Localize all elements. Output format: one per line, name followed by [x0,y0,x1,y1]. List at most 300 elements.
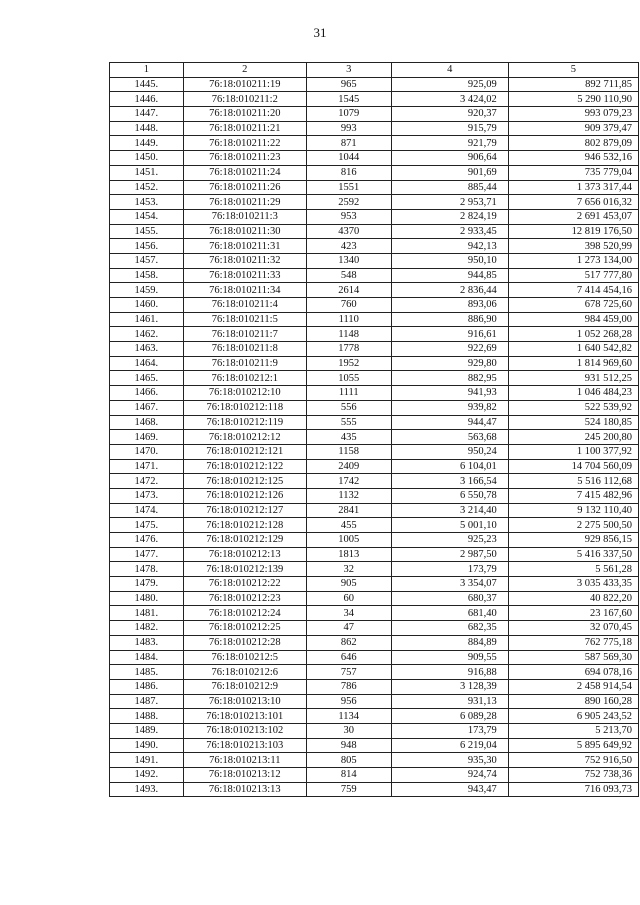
rate-cell: 6 104,01 [391,459,508,474]
rate-cell: 941,93 [391,386,508,401]
area-cell: 60 [306,591,391,606]
row-number-cell: 1481. [110,606,184,621]
rate-cell: 6 550,78 [391,488,508,503]
table-row [110,151,639,166]
value-cell: 735 779,04 [508,165,638,180]
row-number-cell: 1445. [110,77,184,92]
row-number-cell: 1473. [110,488,184,503]
value-cell: 931 512,25 [508,371,638,386]
table-row [110,591,639,606]
cadastral-number-cell: 76:18:010212:10 [183,386,306,401]
cadastral-number-cell: 76:18:010211:7 [183,327,306,342]
table-row [110,782,639,797]
value-cell: 398 520,99 [508,239,638,254]
data-table [109,62,639,797]
cadastral-number-cell: 76:18:010212:28 [183,635,306,650]
area-cell: 47 [306,621,391,636]
table-row [110,121,639,136]
row-number-cell: 1455. [110,224,184,239]
cadastral-number-cell: 76:18:010213:101 [183,709,306,724]
table-row [110,165,639,180]
value-cell: 2 275 500,50 [508,518,638,533]
value-cell: 716 093,73 [508,782,638,797]
row-number-cell: 1474. [110,503,184,518]
row-number-cell: 1464. [110,356,184,371]
value-cell: 5 516 112,68 [508,474,638,489]
area-cell: 1340 [306,253,391,268]
rate-cell: 944,85 [391,268,508,283]
cadastral-number-cell: 76:18:010212:1 [183,371,306,386]
rate-cell: 915,79 [391,121,508,136]
table-row [110,753,639,768]
rate-cell: 2 824,19 [391,209,508,224]
rate-cell: 2 953,71 [391,195,508,210]
row-number-cell: 1489. [110,723,184,738]
table-row [110,268,639,283]
value-cell: 6 905 243,52 [508,709,638,724]
row-number-cell: 1483. [110,635,184,650]
row-number-cell: 1467. [110,400,184,415]
value-cell: 678 725,60 [508,298,638,313]
area-cell: 1551 [306,180,391,195]
value-cell: 1 100 377,92 [508,444,638,459]
table-row [110,562,639,577]
area-cell: 905 [306,577,391,592]
table-row [110,503,639,518]
column-header: 1 [110,63,184,78]
cadastral-number-cell: 76:18:010212:118 [183,400,306,415]
area-cell: 757 [306,665,391,680]
cadastral-number-cell: 76:18:010211:2 [183,92,306,107]
rate-cell: 920,37 [391,107,508,122]
page-number: 31 [313,25,327,40]
cadastral-number-cell: 76:18:010212:24 [183,606,306,621]
row-number-cell: 1460. [110,298,184,313]
row-number-cell: 1468. [110,415,184,430]
rate-cell: 950,10 [391,253,508,268]
row-number-cell: 1482. [110,621,184,636]
row-number-cell: 1472. [110,474,184,489]
cadastral-number-cell: 76:18:010211:24 [183,165,306,180]
value-cell: 587 569,30 [508,650,638,665]
cadastral-number-cell: 76:18:010213:12 [183,768,306,783]
rate-cell: 2 933,45 [391,224,508,239]
table-row [110,606,639,621]
row-number-cell: 1462. [110,327,184,342]
table-row [110,195,639,210]
table-row [110,107,639,122]
area-cell: 805 [306,753,391,768]
rate-cell: 173,79 [391,562,508,577]
cadastral-number-cell: 76:18:010211:29 [183,195,306,210]
value-cell: 890 160,28 [508,694,638,709]
cadastral-number-cell: 76:18:010213:102 [183,723,306,738]
table-row [110,474,639,489]
area-cell: 556 [306,400,391,415]
row-number-cell: 1456. [110,239,184,254]
cadastral-number-cell: 76:18:010211:3 [183,209,306,224]
area-cell: 786 [306,679,391,694]
row-number-cell: 1461. [110,312,184,327]
row-number-cell: 1479. [110,577,184,592]
cadastral-number-cell: 76:18:010212:12 [183,430,306,445]
area-cell: 1158 [306,444,391,459]
rate-cell: 2 836,44 [391,283,508,298]
area-cell: 455 [306,518,391,533]
table-header-row [110,63,639,78]
area-cell: 965 [306,77,391,92]
rate-cell: 924,74 [391,768,508,783]
rate-cell: 922,69 [391,342,508,357]
cadastral-number-cell: 76:18:010212:126 [183,488,306,503]
rate-cell: 916,61 [391,327,508,342]
value-cell: 2 691 453,07 [508,209,638,224]
column-header: 5 [508,63,638,78]
area-cell: 423 [306,239,391,254]
row-number-cell: 1484. [110,650,184,665]
area-cell: 1742 [306,474,391,489]
cadastral-number-cell: 76:18:010212:121 [183,444,306,459]
table-row [110,342,639,357]
value-cell: 1 046 484,23 [508,386,638,401]
rate-cell: 925,09 [391,77,508,92]
area-cell: 30 [306,723,391,738]
table-row [110,518,639,533]
value-cell: 1 052 268,28 [508,327,638,342]
row-number-cell: 1485. [110,665,184,680]
table-row [110,694,639,709]
rate-cell: 916,88 [391,665,508,680]
table-row [110,92,639,107]
table-row [110,77,639,92]
cadastral-number-cell: 76:18:010213:13 [183,782,306,797]
rate-cell: 944,47 [391,415,508,430]
cadastral-number-cell: 76:18:010211:8 [183,342,306,357]
row-number-cell: 1477. [110,547,184,562]
cadastral-number-cell: 76:18:010212:128 [183,518,306,533]
row-number-cell: 1475. [110,518,184,533]
cadastral-number-cell: 76:18:010212:139 [183,562,306,577]
value-cell: 762 775,18 [508,635,638,650]
rate-cell: 901,69 [391,165,508,180]
cadastral-number-cell: 76:18:010211:23 [183,151,306,166]
cadastral-number-cell: 76:18:010212:122 [183,459,306,474]
area-cell: 435 [306,430,391,445]
table-row [110,136,639,151]
row-number-cell: 1458. [110,268,184,283]
area-cell: 1778 [306,342,391,357]
cadastral-number-cell: 76:18:010211:4 [183,298,306,313]
cadastral-number-cell: 76:18:010212:6 [183,665,306,680]
table-row [110,679,639,694]
rate-cell: 942,13 [391,239,508,254]
area-cell: 814 [306,768,391,783]
row-number-cell: 1450. [110,151,184,166]
value-cell: 802 879,09 [508,136,638,151]
table-row [110,400,639,415]
cadastral-number-cell: 76:18:010211:9 [183,356,306,371]
value-cell: 2 458 914,54 [508,679,638,694]
row-number-cell: 1476. [110,533,184,548]
area-cell: 1079 [306,107,391,122]
table-row [110,635,639,650]
area-cell: 1952 [306,356,391,371]
area-cell: 871 [306,136,391,151]
rate-cell: 3 214,40 [391,503,508,518]
table-row [110,371,639,386]
rate-cell: 3 424,02 [391,92,508,107]
table-row [110,312,639,327]
area-cell: 953 [306,209,391,224]
area-cell: 1055 [306,371,391,386]
row-number-cell: 1465. [110,371,184,386]
cadastral-number-cell: 76:18:010213:10 [183,694,306,709]
cadastral-number-cell: 76:18:010211:30 [183,224,306,239]
rate-cell: 6 089,28 [391,709,508,724]
area-cell: 1111 [306,386,391,401]
table-row [110,488,639,503]
row-number-cell: 1488. [110,709,184,724]
row-number-cell: 1451. [110,165,184,180]
row-number-cell: 1469. [110,430,184,445]
cadastral-number-cell: 76:18:010212:119 [183,415,306,430]
value-cell: 245 200,80 [508,430,638,445]
value-cell: 1 814 969,60 [508,356,638,371]
value-cell: 3 035 433,35 [508,577,638,592]
rate-cell: 929,80 [391,356,508,371]
table-row [110,224,639,239]
rate-cell: 5 001,10 [391,518,508,533]
value-cell: 1 373 317,44 [508,180,638,195]
rate-cell: 884,89 [391,635,508,650]
row-number-cell: 1454. [110,209,184,224]
row-number-cell: 1448. [110,121,184,136]
rate-cell: 3 166,54 [391,474,508,489]
value-cell: 40 822,20 [508,591,638,606]
rate-cell: 2 987,50 [391,547,508,562]
value-cell: 993 079,23 [508,107,638,122]
rate-cell: 893,06 [391,298,508,313]
cadastral-number-cell: 76:18:010212:9 [183,679,306,694]
area-cell: 759 [306,782,391,797]
area-cell: 548 [306,268,391,283]
column-header: 4 [391,63,508,78]
rate-cell: 950,24 [391,444,508,459]
table-row [110,768,639,783]
table-row [110,283,639,298]
table-row [110,723,639,738]
value-cell: 5 561,28 [508,562,638,577]
row-number-cell: 1492. [110,768,184,783]
cadastral-number-cell: 76:18:010211:22 [183,136,306,151]
table-row [110,415,639,430]
rate-cell: 3 128,39 [391,679,508,694]
cadastral-number-cell: 76:18:010213:103 [183,738,306,753]
value-cell: 752 738,36 [508,768,638,783]
row-number-cell: 1491. [110,753,184,768]
value-cell: 517 777,80 [508,268,638,283]
area-cell: 816 [306,165,391,180]
rate-cell: 935,30 [391,753,508,768]
area-cell: 2841 [306,503,391,518]
value-cell: 5 290 110,90 [508,92,638,107]
value-cell: 5 895 649,92 [508,738,638,753]
table-row [110,444,639,459]
cadastral-number-cell: 76:18:010212:125 [183,474,306,489]
table-row [110,533,639,548]
area-cell: 1134 [306,709,391,724]
rate-cell: 906,64 [391,151,508,166]
rate-cell: 885,44 [391,180,508,195]
row-number-cell: 1478. [110,562,184,577]
row-number-cell: 1493. [110,782,184,797]
row-number-cell: 1471. [110,459,184,474]
row-number-cell: 1453. [110,195,184,210]
area-cell: 646 [306,650,391,665]
rate-cell: 3 354,07 [391,577,508,592]
rate-cell: 886,90 [391,312,508,327]
value-cell: 23 167,60 [508,606,638,621]
area-cell: 993 [306,121,391,136]
table-row [110,327,639,342]
area-cell: 1148 [306,327,391,342]
area-cell: 2592 [306,195,391,210]
area-cell: 32 [306,562,391,577]
table-row [110,356,639,371]
cadastral-number-cell: 76:18:010213:11 [183,753,306,768]
cadastral-number-cell: 76:18:010211:19 [183,77,306,92]
row-number-cell: 1447. [110,107,184,122]
area-cell: 2409 [306,459,391,474]
area-cell: 555 [306,415,391,430]
area-cell: 1110 [306,312,391,327]
cadastral-number-cell: 76:18:010211:5 [183,312,306,327]
cadastral-number-cell: 76:18:010212:129 [183,533,306,548]
area-cell: 1545 [306,92,391,107]
table-row [110,386,639,401]
area-cell: 956 [306,694,391,709]
area-cell: 1044 [306,151,391,166]
value-cell: 7 656 016,32 [508,195,638,210]
table-body [110,77,639,797]
cadastral-number-cell: 76:18:010211:31 [183,239,306,254]
value-cell: 1 640 542,82 [508,342,638,357]
table-row [110,665,639,680]
value-cell: 909 379,47 [508,121,638,136]
value-cell: 522 539,92 [508,400,638,415]
value-cell: 1 273 134,00 [508,253,638,268]
value-cell: 524 180,85 [508,415,638,430]
table-row [110,621,639,636]
rate-cell: 921,79 [391,136,508,151]
row-number-cell: 1466. [110,386,184,401]
rate-cell: 682,35 [391,621,508,636]
row-number-cell: 1463. [110,342,184,357]
cadastral-number-cell: 76:18:010212:5 [183,650,306,665]
cadastral-number-cell: 76:18:010211:33 [183,268,306,283]
row-number-cell: 1449. [110,136,184,151]
column-header: 2 [183,63,306,78]
row-number-cell: 1487. [110,694,184,709]
value-cell: 5 213,70 [508,723,638,738]
row-number-cell: 1486. [110,679,184,694]
table-row [110,709,639,724]
value-cell: 946 532,16 [508,151,638,166]
cadastral-number-cell: 76:18:010212:25 [183,621,306,636]
rate-cell: 680,37 [391,591,508,606]
cadastral-number-cell: 76:18:010212:23 [183,591,306,606]
rate-cell: 563,68 [391,430,508,445]
cadastral-number-cell: 76:18:010211:26 [183,180,306,195]
rate-cell: 939,82 [391,400,508,415]
area-cell: 34 [306,606,391,621]
value-cell: 5 416 337,50 [508,547,638,562]
rate-cell: 6 219,04 [391,738,508,753]
value-cell: 7 414 454,16 [508,283,638,298]
column-header: 3 [306,63,391,78]
rate-cell: 931,13 [391,694,508,709]
row-number-cell: 1480. [110,591,184,606]
row-number-cell: 1446. [110,92,184,107]
area-cell: 1132 [306,488,391,503]
value-cell: 32 070,45 [508,621,638,636]
cadastral-number-cell: 76:18:010212:22 [183,577,306,592]
area-cell: 4370 [306,224,391,239]
table-row [110,253,639,268]
value-cell: 14 704 560,09 [508,459,638,474]
rate-cell: 173,79 [391,723,508,738]
value-cell: 694 078,16 [508,665,638,680]
row-number-cell: 1490. [110,738,184,753]
rate-cell: 943,47 [391,782,508,797]
cadastral-number-cell: 76:18:010211:34 [183,283,306,298]
value-cell: 9 132 110,40 [508,503,638,518]
value-cell: 7 415 482,96 [508,488,638,503]
value-cell: 892 711,85 [508,77,638,92]
cadastral-number-cell: 76:18:010211:21 [183,121,306,136]
table-row [110,298,639,313]
cadastral-number-cell: 76:18:010212:127 [183,503,306,518]
area-cell: 948 [306,738,391,753]
value-cell: 929 856,15 [508,533,638,548]
rate-cell: 681,40 [391,606,508,621]
row-number-cell: 1452. [110,180,184,195]
table-row [110,738,639,753]
value-cell: 752 916,50 [508,753,638,768]
row-number-cell: 1470. [110,444,184,459]
table-row [110,430,639,445]
table-row [110,459,639,474]
area-cell: 760 [306,298,391,313]
cadastral-number-cell: 76:18:010211:32 [183,253,306,268]
area-cell: 1813 [306,547,391,562]
table-row [110,180,639,195]
table-row [110,239,639,254]
cadastral-number-cell: 76:18:010211:20 [183,107,306,122]
area-cell: 1005 [306,533,391,548]
value-cell: 984 459,00 [508,312,638,327]
row-number-cell: 1457. [110,253,184,268]
row-number-cell: 1459. [110,283,184,298]
rate-cell: 909,55 [391,650,508,665]
area-cell: 862 [306,635,391,650]
table-row [110,209,639,224]
area-cell: 2614 [306,283,391,298]
table-row [110,650,639,665]
rate-cell: 882,95 [391,371,508,386]
value-cell: 12 819 176,50 [508,224,638,239]
cadastral-number-cell: 76:18:010212:13 [183,547,306,562]
